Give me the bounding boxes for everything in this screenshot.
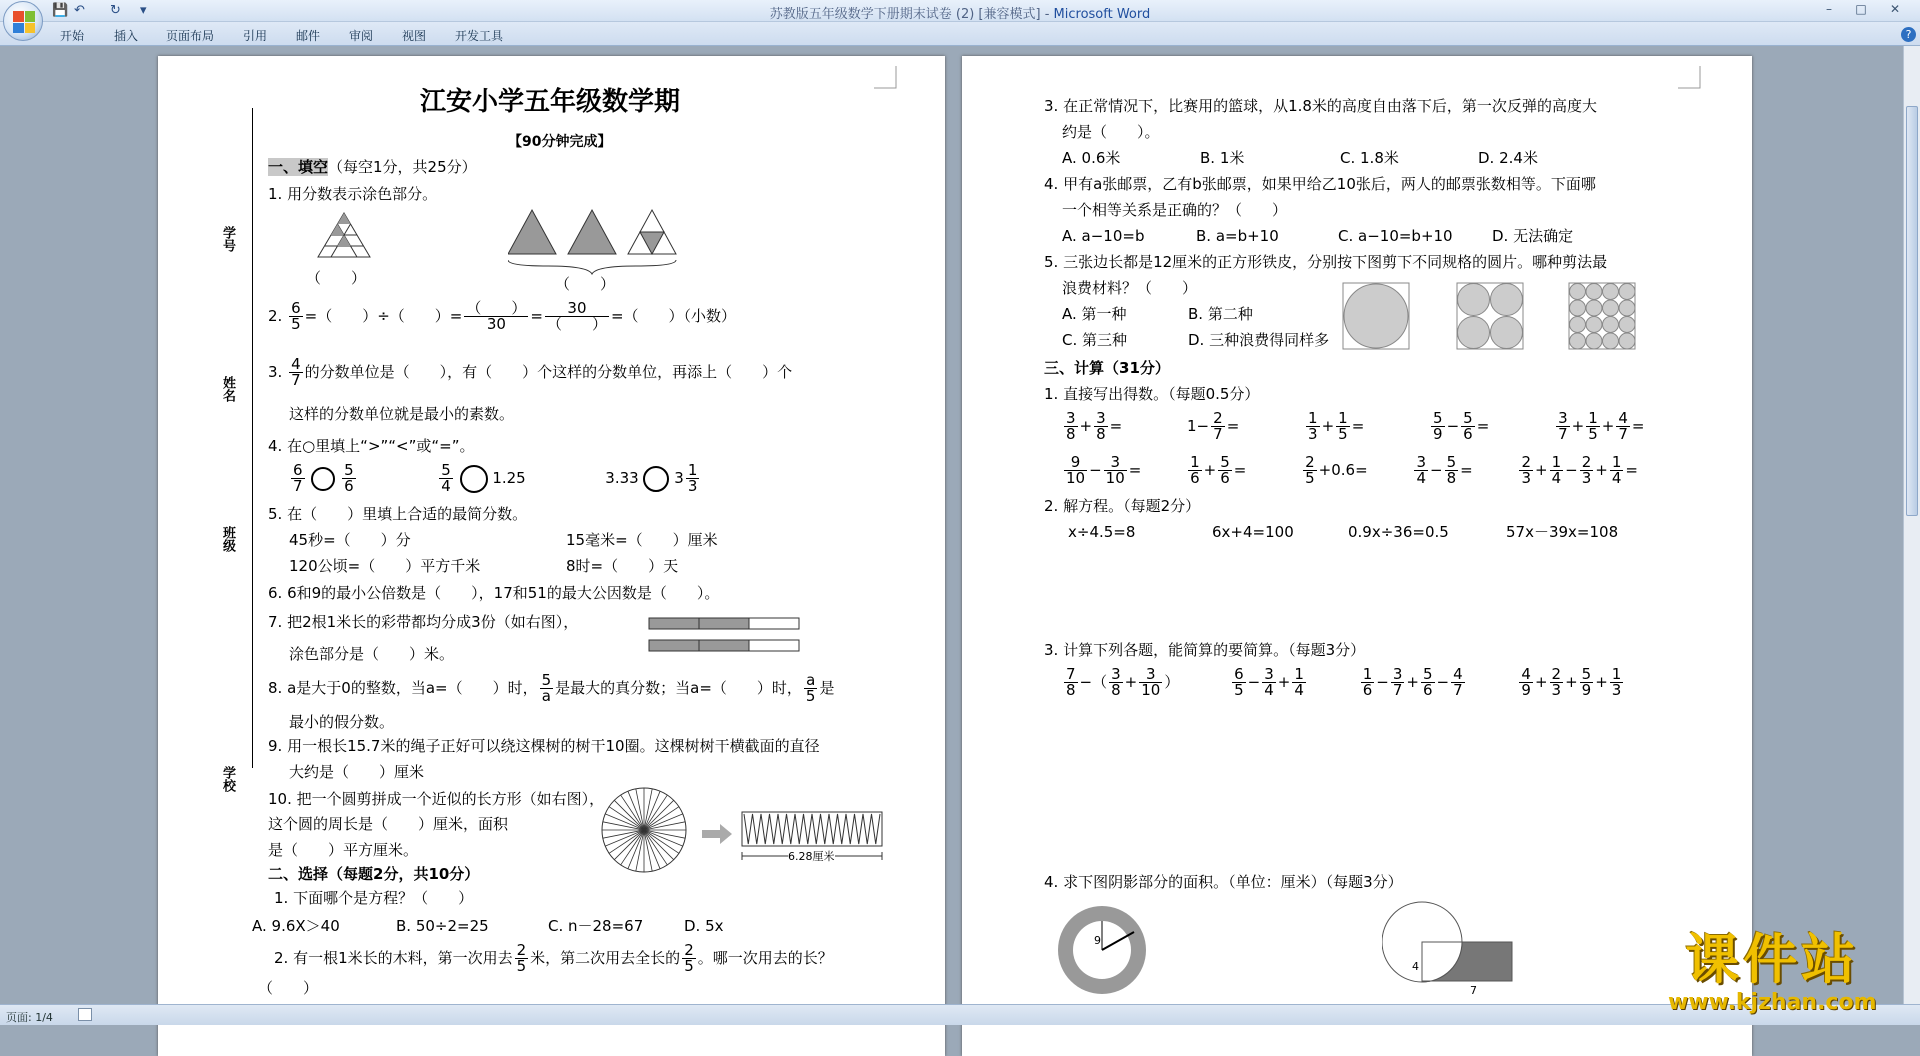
subtitle: 【90分钟完成】 xyxy=(508,134,612,150)
undo-icon[interactable]: ↶ xyxy=(74,3,85,18)
equation-3: 0.9x÷36=0.5 xyxy=(1348,523,1449,541)
calc-3-row: $\frac{7}{8}$ −（ $\frac{3}{8}$ + $\frac{3}{10}$ ） $\frac{6}{5}$ − $\frac{3}{4}$ + $\frac{1}{4}$ $\frac{1}{6}$ − $\frac{3}{7}$ + $\frac{5}{6}$ − $\frac{4}{7}$ $\frac{4}{9}$ + $\frac{2}{3}$ + $\frac{5}{9}$ + $\frac{1}{3}$ xyxy=(1066,665,1622,699)
choice-5-option-c: C. 第三种 xyxy=(1062,331,1128,349)
help-icon[interactable]: ? xyxy=(1901,27,1916,42)
q10-dimension-label: 6.28厘米 xyxy=(788,850,835,863)
ring-label-inner: 7 xyxy=(1094,956,1101,969)
calc-4: 4. 求下图阴影部分的面积。（单位：厘米）（每题3分） xyxy=(1044,873,1403,891)
question-3: 3. $\frac{4}{7}$ 的分数单位是（ ），有（ ）个这样的分数单位，再添上（ ）个 xyxy=(268,355,793,389)
choice-1: 1. 下面哪个是方程？（ ） xyxy=(274,889,474,907)
calc-2: 2. 解方程。（每题2分） xyxy=(1044,497,1201,515)
question-3-line2: 这样的分数单位就是最小的素数。 xyxy=(289,405,515,423)
equation-4: 57x－39x=108 xyxy=(1506,523,1619,541)
ribbon-tabs xyxy=(0,22,1920,46)
question-6: 6. 6和9的最小公倍数是（ ），17和51的最大公因数是（ ）。 xyxy=(268,584,720,602)
choice-3-line2: 约是（ ）。 xyxy=(1062,123,1160,141)
choice-4-line2: 一个相等关系是正确的？（ ） xyxy=(1062,201,1288,219)
tab-developer[interactable]: 开发工具 xyxy=(455,29,504,43)
calc-1: 1. 直接写出得数。（每题0.5分） xyxy=(1044,385,1260,403)
ring-label-outer: 9 xyxy=(1094,934,1101,947)
q5-c: 120公顷=（ ）平方千米 xyxy=(289,557,481,575)
choice-5-line2: 浪费材料？（ ） xyxy=(1062,279,1198,297)
status-bar xyxy=(0,1004,1920,1025)
circle-square-figure xyxy=(1382,896,1522,996)
side-label-id: 学号 xyxy=(220,226,235,252)
q5-d: 8时=（ ）天 xyxy=(566,557,679,575)
scrollbar-thumb[interactable] xyxy=(1906,106,1918,516)
customize-qat-icon[interactable]: ▾ xyxy=(140,3,147,18)
office-button[interactable] xyxy=(3,1,43,41)
vertical-scrollbar[interactable] xyxy=(1903,46,1920,1004)
choice-1-option-a: A. 9.6X＞40 xyxy=(252,917,340,935)
choice-5: 5. 三张边长都是12厘米的正方形铁皮，分别按下图剪下不同规格的圆片。哪种剪法最 xyxy=(1044,253,1608,271)
triangle-figure-a xyxy=(316,211,372,261)
page-left xyxy=(158,56,945,1056)
close-button[interactable]: ✕ xyxy=(1889,2,1901,16)
save-icon[interactable]: 💾 xyxy=(52,3,69,18)
watermark-logo xyxy=(1668,930,1877,1015)
watermark-brand: 课件站 xyxy=(1685,928,1860,991)
office-logo-icon xyxy=(13,11,35,33)
choice-4-option-c: C. a−10=b+10 xyxy=(1338,227,1453,245)
ring-figure xyxy=(1056,902,1152,998)
page-title: 江安小学五年级数学期 xyxy=(420,87,681,117)
calc-1-row-2: $\frac{9}{10}$ − $\frac{3}{10}$ = $\frac{1}{6}$ + $\frac{5}{6}$ = $\frac{2}{5}$ +0.6= $\frac{3}{4}$ − $\frac{5}{8}$ = $\frac{2}{3}$ + $\frac{1}{4}$ − $\frac{2}{3}$ + $\frac{1}{4}$ = xyxy=(1066,453,1638,487)
side-label-school: 学校 xyxy=(220,766,235,792)
choice-3-option-c: C. 1.8米 xyxy=(1340,149,1399,167)
question-8-line2: 最小的假分数。 xyxy=(289,713,395,731)
minimize-button[interactable]: – xyxy=(1826,2,1832,16)
tab-references[interactable]: 引用 xyxy=(243,29,268,43)
title-bar xyxy=(0,0,1920,22)
figure-side-label: 4 xyxy=(1412,960,1419,973)
question-10-line2: 这个圆的周长是（ ）厘米，面积 xyxy=(268,815,509,833)
question-5: 5. 在（ ）里填上合适的最简分数。 xyxy=(268,505,528,523)
equation-2: 6x+4=100 xyxy=(1212,523,1294,541)
section-1-heading: 一、填空（每空1分，共25分） xyxy=(268,158,477,176)
q1-blank-b: （ ） xyxy=(555,275,616,293)
choice-4-option-a: A. a−10=b xyxy=(1062,227,1145,245)
maximize-button[interactable]: □ xyxy=(1855,2,1867,16)
choice-2: 2. 有一根1米长的木料，第一次用去 $\frac{2}{5}$ 米，第二次用去全长的 $\frac{2}{5}$ 。哪一次用去的长？ xyxy=(274,941,833,975)
question-10: 10. 把一个圆剪拼成一个近似的长方形（如右图）， xyxy=(268,790,605,808)
question-9: 9. 用一根长15.7米的绳子正好可以绕这棵树的树干10圈。这棵树树干横截面的直径 xyxy=(268,737,820,755)
question-7: 7. 把2根1米长的彩带都均分成3份（如右图）， xyxy=(268,613,579,631)
circle-sector-figure xyxy=(600,786,688,874)
q5-b: 15毫米=（ ）厘米 xyxy=(566,531,718,549)
choice-1-option-b: B. 50÷2=25 xyxy=(396,917,489,935)
side-label-class: 班级 xyxy=(220,526,235,552)
choice-3-option-b: B. 1米 xyxy=(1200,149,1245,167)
page-indicator[interactable]: 页面: 1/4 xyxy=(6,1011,53,1024)
section-3-heading: 三、计算（31分） xyxy=(1044,359,1170,377)
triangle-figure-b xyxy=(508,208,688,278)
tab-view[interactable]: 视图 xyxy=(402,29,427,43)
calc-1-row-1: $\frac{3}{8}$ + $\frac{3}{8}$ = 1− $\frac{2}{7}$ = $\frac{1}{3}$ + $\frac{1}{5}$ = $\frac{5}{9}$ − $\frac{5}{6}$ = $\frac{3}{7}$ + $\frac{1}{5}$ + $\frac{4}{7}$ = xyxy=(1066,409,1645,443)
tab-page-layout[interactable]: 页面布局 xyxy=(166,29,215,43)
redo-icon[interactable]: ↻ xyxy=(110,3,121,18)
q1-blank-a: （ ） xyxy=(306,269,367,287)
crop-mark xyxy=(874,66,898,90)
binding-line xyxy=(240,108,253,768)
tab-review[interactable]: 审阅 xyxy=(349,29,374,43)
tab-insert[interactable]: 插入 xyxy=(114,29,139,43)
choice-3: 3. 在正常情况下，比赛用的篮球，从1.8米的高度自由落下后，第一次反弹的高度大 xyxy=(1044,97,1597,115)
question-4-items: $\frac{6}{7}$ $\frac{5}{6}$ $\frac{5}{4}$ 1.25 3.33 3 $\frac{1}{3}$ xyxy=(293,461,698,495)
choice-4: 4. 甲有a张邮票，乙有b张邮票，如果甲给乙10张后，两人的邮票张数相等。下面哪 xyxy=(1044,175,1596,193)
page-right xyxy=(962,56,1752,1056)
choice-3-option-d: D. 2.4米 xyxy=(1478,149,1538,167)
choice-2-line2: （ ） xyxy=(258,979,319,997)
question-4: 4. 在○里填上“>”“<”或“=”。 xyxy=(268,437,475,455)
ribbon-figure xyxy=(648,616,804,656)
question-9-line2: 大约是（ ）厘米 xyxy=(289,763,425,781)
choice-4-option-d: D. 无法确定 xyxy=(1492,227,1574,245)
choice-4-option-b: B. a=b+10 xyxy=(1196,227,1279,245)
choice-1-option-d: D. 5x xyxy=(684,917,724,935)
calc-3: 3. 计算下列各题，能简算的要简算。（每题3分） xyxy=(1044,641,1366,659)
choice-3-option-a: A. 0.6米 xyxy=(1062,149,1121,167)
side-label-name: 姓名 xyxy=(220,376,235,402)
choice-5-option-d: D. 三种浪费得同样多 xyxy=(1188,331,1330,349)
figure-bottom-label: 7 xyxy=(1470,984,1477,996)
question-8: 8. a是大于0的整数，当a=（ ）时， $\frac{5}{a}$ 是最大的真分数；当a=（ ）时， $\frac{a}{5}$ 是 xyxy=(268,671,835,705)
tab-mailings[interactable]: 邮件 xyxy=(296,29,321,43)
question-1: 1. 用分数表示涂色部分。 xyxy=(268,185,438,203)
document-area xyxy=(0,46,1920,1004)
crop-mark xyxy=(1678,66,1702,90)
tab-home[interactable]: 开始 xyxy=(60,29,85,43)
choice-1-option-c: C. n－28=67 xyxy=(548,917,644,935)
q5-a: 45秒=（ ）分 xyxy=(289,531,411,549)
question-10-line3: 是（ ）平方厘米。 xyxy=(268,841,419,859)
choice-5-option-b: B. 第二种 xyxy=(1188,305,1253,323)
question-7-line2: 涂色部分是（ ）米。 xyxy=(289,645,455,663)
circle-cut-figures xyxy=(1342,282,1702,352)
choice-5-option-a: A. 第一种 xyxy=(1062,305,1127,323)
watermark-url: www.kjzhan.com xyxy=(1668,990,1877,1015)
window-title: 苏教版五年级数学下册期末试卷 (2) [兼容模式] - Microsoft Word xyxy=(769,7,1151,22)
question-2: 2. $\frac{6}{5}$ =（ ）÷（ ）= （ ） 30 = 30 （ ） =（ ）（小数） xyxy=(268,299,737,333)
section-2-heading: 二、选择（每题2分，共10分） xyxy=(268,865,480,883)
equation-1: x÷4.5=8 xyxy=(1068,523,1136,541)
proofing-icon[interactable] xyxy=(78,1008,92,1021)
arrow-icon xyxy=(702,824,734,844)
